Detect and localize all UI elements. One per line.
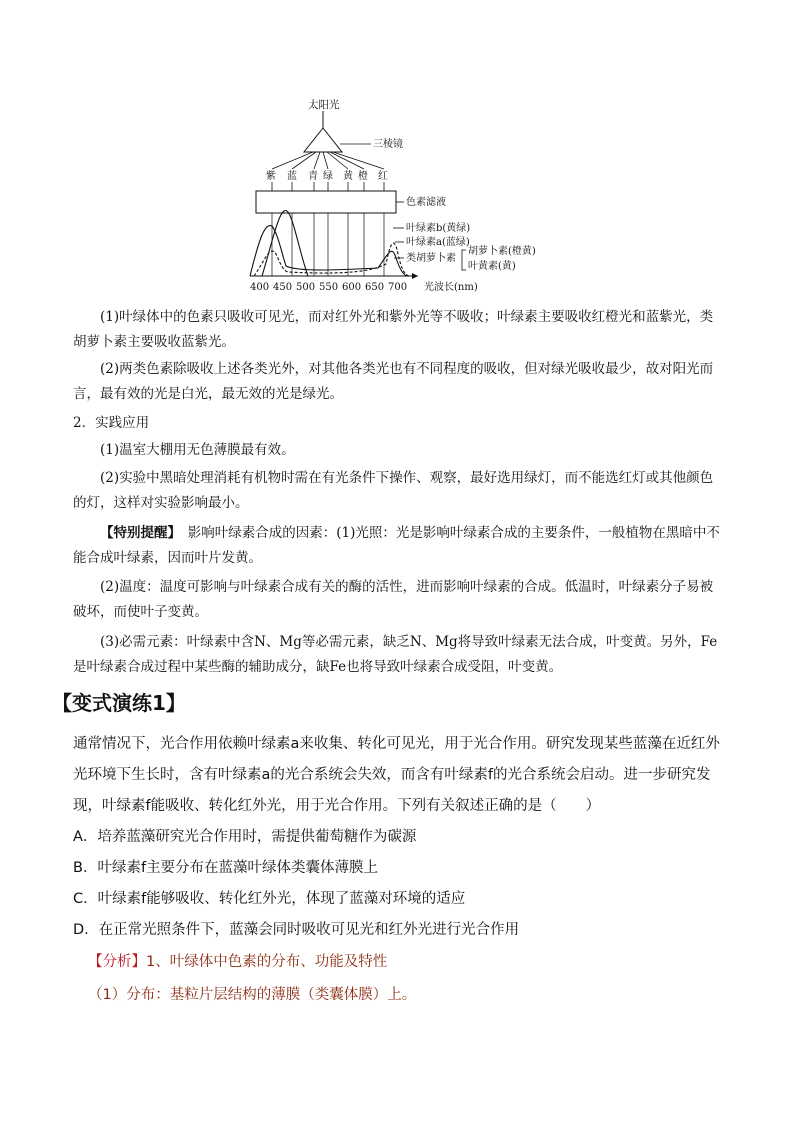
xanthophyll-label: 叶黄素(黄) — [468, 261, 516, 272]
color-green: 绿 — [323, 171, 333, 182]
color-yellow: 黄 — [343, 171, 353, 182]
tick-700: 700 — [388, 282, 408, 293]
option-c: C．叶绿素f能够吸收、转化红外光，体现了蓝藻对环境的适应 — [73, 891, 466, 907]
tip-text-1: 影响叶绿素合成的因素：(1)光照：光是影响叶绿素合成的主要条件，一般植物在黑暗中不能合成叶绿素，因而叶片发黄。 — [73, 525, 720, 566]
tip-label: 【特别提醒】 — [100, 525, 175, 541]
practice-1: (1)温室大棚用无色薄膜最有效。 — [100, 442, 295, 458]
sun-label: 太阳光 — [308, 99, 340, 111]
chl-a-label: 叶绿素a(蓝绿) — [406, 237, 470, 248]
light-rays — [272, 152, 384, 169]
color-cyan: 青 — [308, 171, 318, 182]
analysis-distribution: （1）分布：基粒片层结构的薄膜（类囊体膜）上。 — [88, 987, 417, 1003]
practice-2: (2)实验中黑暗处理消耗有机物时需在有光条件下操作、观察，最好选用绿灯，而不能选红灯或其他颜色的灯，这样对实验影响最小。 — [73, 470, 714, 511]
tick-550: 550 — [319, 282, 339, 293]
tick-650: 650 — [365, 282, 385, 293]
prism-label: 三棱镜 — [373, 139, 403, 150]
special-tip — [73, 521, 724, 571]
chl-b-label: 叶绿素b(黄绿) — [406, 223, 471, 234]
section-practice: 2．实践应用 — [73, 415, 150, 431]
tick-600: 600 — [342, 282, 362, 293]
tip-elements: (3)必需元素：叶绿素中含N、Mg等必需元素，缺乏N、Mg将导致叶绿素无法合成，叶变黄。另外，Fe是叶绿素合成过程中某些酶的辅助成分，缺Fe也将导致叶绿素合成受阻，叶变黄。 — [73, 634, 718, 675]
option-b: B．叶绿素f主要分布在蓝藻叶绿体类囊体薄膜上 — [73, 860, 379, 876]
paragraph-absorption-2: (2)两类色素除吸收上述各类光外，对其他各类光也有不同程度的吸收，但对绿光吸收最少，故对阳光而言，最有效的光是白光，最无效的光是绿光。 — [73, 361, 714, 402]
tick-450: 450 — [273, 282, 293, 293]
chlorophyll-a-curve — [254, 243, 410, 276]
section-heading: 【变式演练1】 — [52, 691, 186, 715]
x-axis-label: 光波长(nm) — [424, 282, 478, 293]
tick-500: 500 — [296, 282, 316, 293]
carotene-label: 胡萝卜素(橙黄) — [468, 246, 536, 257]
analysis-title: 1、叶绿体中色素的分布、功能及特性 — [146, 954, 388, 970]
option-a: A．培养蓝藻研究光合作用时，需提供葡萄糖作为碳源 — [73, 829, 417, 845]
color-violet: 紫 — [266, 171, 276, 182]
paragraph-absorption: (1)叶绿体中的色素只吸收可见光，而对红外光和紫外光等不吸收；叶绿素主要吸收红橙光和蓝紫光，类胡萝卜素主要吸收蓝紫光。 — [73, 309, 714, 350]
analysis-line — [88, 951, 387, 973]
carotenoid-label: 类胡萝卜素 — [406, 253, 456, 264]
color-red: 红 — [378, 171, 388, 182]
absorption-spectrum-figure — [228, 94, 568, 300]
analysis-label: 【分析】 — [88, 954, 146, 970]
filter-label: 色素滤液 — [406, 197, 446, 208]
carotenoid-curve — [262, 210, 308, 276]
color-orange: 橙 — [358, 171, 368, 182]
option-d: D．在正常光照条件下，蓝藻会同时吸收可见光和红外光进行光合作用 — [73, 922, 520, 938]
tick-400: 400 — [250, 282, 270, 293]
question-stem: 通常情况下，光合作用依赖叶绿素a来收集、转化可见光，用于光合作用。研究发现某些蓝藻在近红外光环境下生长时，含有叶绿素a的光合系统会失效，而含有叶绿素f的光合系统会启动。进一步研究发现，叶绿素f能吸收、转化红外光，用于光合作用。下列有关叙述正确的是（ ） — [73, 736, 720, 814]
tip-temperature: (2)温度：温度可影响与叶绿素合成有关的酶的活性，进而影响叶绿素的合成。低温时，叶绿素分子易被破坏，而使叶子变黄。 — [73, 579, 714, 620]
color-blue: 蓝 — [287, 171, 297, 182]
